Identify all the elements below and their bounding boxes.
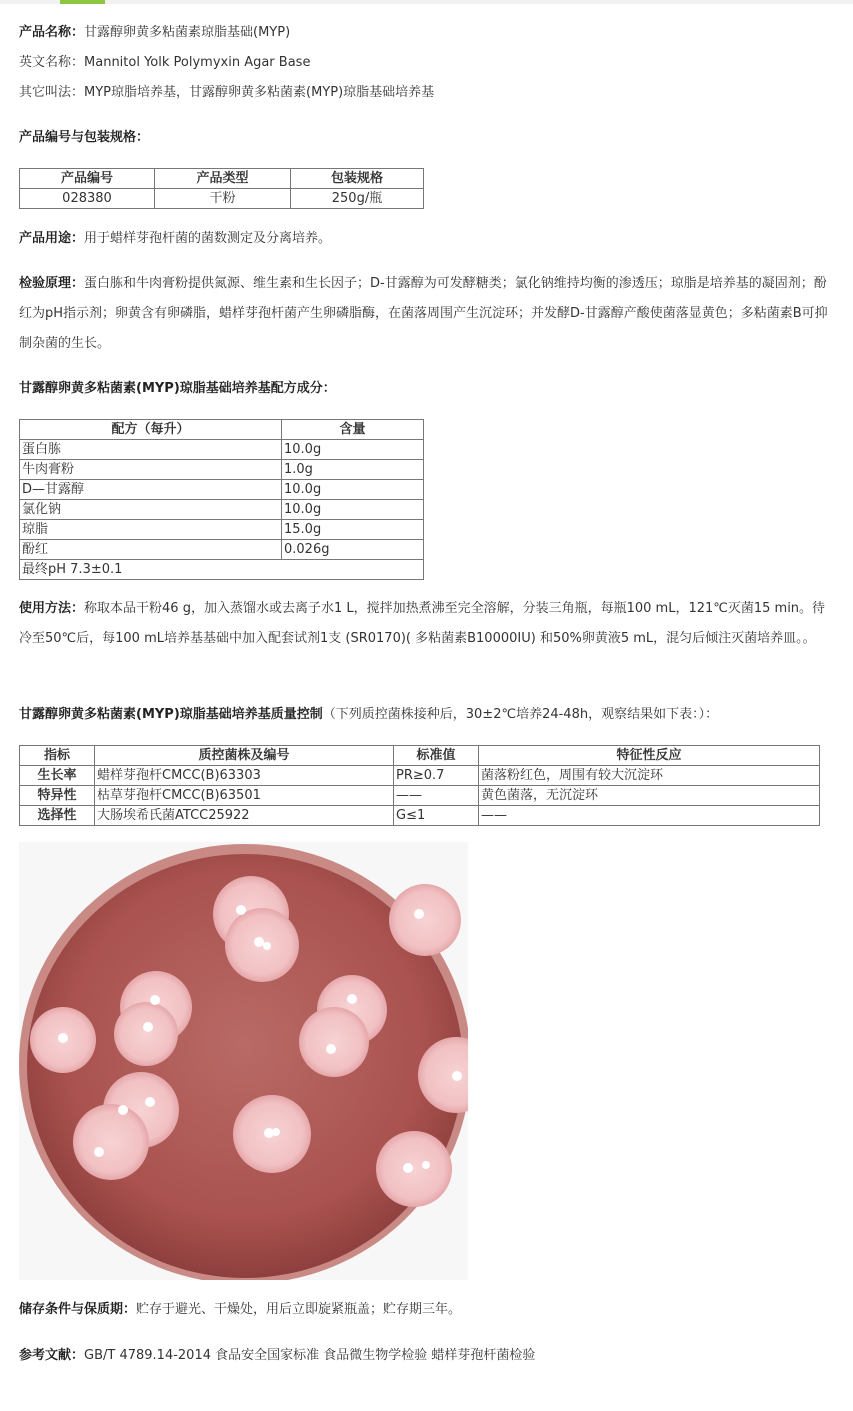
qc-table xyxy=(19,745,820,826)
storage-label: 储存条件与保质期： xyxy=(19,1302,137,1317)
principle-label: 检验原理： xyxy=(19,276,85,291)
reference-label: 参考文献： xyxy=(19,1348,85,1363)
qc-table-header: 指标 质控菌株及编号 标准值 特征性反应 xyxy=(20,746,820,766)
formula-header-amount: 含量 xyxy=(282,420,424,440)
usage-text: 用于蜡样芽孢杆菌的菌数测定及分离培养。 xyxy=(84,231,332,246)
qc-heading-title: 甘露醇卵黄多粘菌素(MYP)琼脂基础培养基质量控制 xyxy=(19,707,323,722)
english-name-label: 英文名称： xyxy=(19,55,85,70)
table-row: 酚红 0.026g xyxy=(20,540,424,560)
table-row xyxy=(20,560,424,580)
culture-plate-photo xyxy=(19,842,468,1280)
spec-cell-code: 028380 xyxy=(20,189,155,209)
table-row: 氯化钠 10.0g xyxy=(20,500,424,520)
method-paragraph xyxy=(19,594,833,654)
qc-heading-note: （下列质控菌株接种后，30±2℃培养24-48h，观察结果如下表：）： xyxy=(322,707,719,722)
english-name-line xyxy=(19,53,310,73)
spec-heading: 产品编号与包装规格： xyxy=(19,130,150,145)
top-bar xyxy=(0,0,853,4)
storage-line xyxy=(19,1300,461,1320)
petri-dish-illustration xyxy=(19,842,468,1280)
table-row: 选择性 大肠埃希氏菌ATCC25922 G≤1 —— xyxy=(20,806,820,826)
principle-text: 蛋白胨和牛肉膏粉提供氮源、维生素和生长因子；D-甘露醇为可发酵糖类；氯化钠维持均衡的渗透压；琼脂是培养基的凝固剂；酚红为pH指示剂；卵黄含有卵磷脂，蜡样芽孢杆菌产生卵磷脂酶，在菌落周围产生沉淀环；并发酵D-甘露醇产酸使菌落显黄色；多粘菌素B可抑制杂菌的生长。 xyxy=(19,276,828,351)
product-name-label: 产品名称： xyxy=(19,25,85,40)
table-row: 特异性 枯草芽孢杆CMCC(B)63501 —— 黄色菌落，无沉淀环 xyxy=(20,786,820,806)
table-row: 琼脂 15.0g xyxy=(20,520,424,540)
usage-label: 产品用途： xyxy=(19,231,85,246)
product-name-value: 甘露醇卵黄多粘菌素琼脂基础(MYP) xyxy=(84,25,291,40)
principle-paragraph xyxy=(19,269,833,359)
table-row: 牛肉膏粉 1.0g xyxy=(20,460,424,480)
reference-line xyxy=(19,1346,535,1366)
usage-line xyxy=(19,229,331,249)
method-label: 使用方法： xyxy=(19,601,85,616)
spec-header-code: 产品编号 xyxy=(20,169,155,189)
spec-cell-package: 250g/瓶 xyxy=(291,189,424,209)
formula-table-header xyxy=(20,420,424,440)
spec-table xyxy=(19,168,424,209)
final-ph-cell: 最终pH 7.3±0.1 xyxy=(20,560,424,580)
table-row: 蛋白胨 10.0g xyxy=(20,440,424,460)
top-accent-strip xyxy=(60,0,105,4)
spec-cell-type: 干粉 xyxy=(155,189,291,209)
table-row xyxy=(20,189,424,209)
table-row: 生长率 蜡样芽孢杆CMCC(B)63303 PR≥0.7 菌落粉红色，周围有较大沉淀环 xyxy=(20,766,820,786)
spec-header-type: 产品类型 xyxy=(155,169,291,189)
spec-header-package: 包装规格 xyxy=(291,169,424,189)
table-row: D—甘露醇 10.0g xyxy=(20,480,424,500)
reference-text: GB/T 4789.14-2014 食品安全国家标准 食品微生物学检验 蜡样芽孢杆菌检验 xyxy=(84,1348,536,1363)
alias-label: 其它叫法： xyxy=(19,85,85,100)
storage-text: 贮存于避光、干燥处，用后立即旋紧瓶盖；贮存期三年。 xyxy=(136,1302,462,1317)
method-text: 称取本品干粉46 g，加入蒸馏水或去离子水1 L，搅拌加热煮沸至完全溶解，分装三角瓶，每瓶100 mL，121℃灭菌15 min。待冷至50℃后，每100 mL培养基基础中加入配套试剂1支 (SR0170)( 多粘菌素B10000IU) 和50%卵黄液5 mL，混匀后倾注灭菌培养皿。。 xyxy=(19,601,826,646)
alias-line xyxy=(19,83,434,103)
english-name-value: Mannitol Yolk Polymyxin Agar Base xyxy=(84,55,311,70)
alias-value: MYP琼脂培养基，甘露醇卵黄多粘菌素(MYP)琼脂基础培养基 xyxy=(84,85,435,100)
qc-heading xyxy=(19,705,718,725)
formula-heading: 甘露醇卵黄多粘菌素(MYP)琼脂基础培养基配方成分： xyxy=(19,381,336,396)
formula-table xyxy=(19,419,424,580)
formula-header-item: 配方（每升） xyxy=(20,420,282,440)
spec-table-header xyxy=(20,169,424,189)
product-name-line xyxy=(19,23,290,43)
